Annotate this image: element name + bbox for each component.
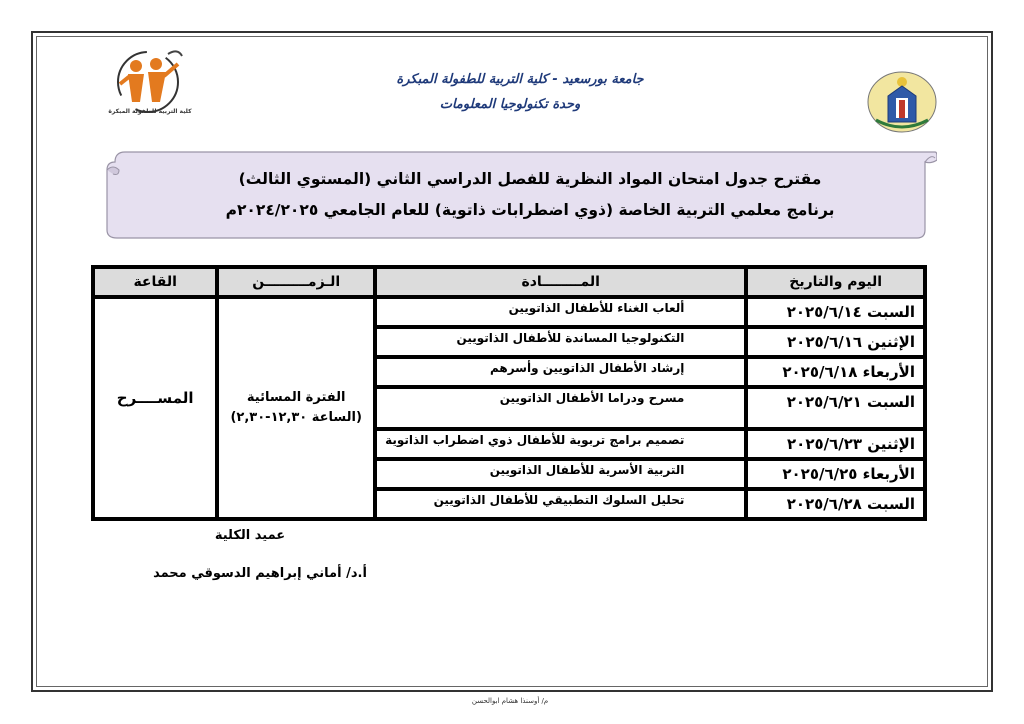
header-subject: المــــــــادة [377,269,744,295]
footer-credit: م/ أوسنذا هشام ابوالحسن [471,697,549,705]
header-hall: القاعة [95,269,215,295]
exam-time-cell [219,299,373,517]
exam-subject: إرشاد الأطفال الذاتويين وأسرهم [377,359,744,385]
it-unit-name: وحدة تكنولوجيا المعلومات [439,97,581,112]
exam-subject: التربية الأسرية للأطفال الذاتويين [377,461,744,487]
exam-subject: ألعاب الغناء للأطفال الذاتويين [377,299,744,325]
exam-day-date: الأربعاء ٢٠٢٥/٦/٢٥ [748,461,923,487]
exam-schedule-title: مقترح جدول امتحان المواد النظرية للفصل الدراسي الثاني (المستوي الثالث) [238,170,822,188]
exam-day-date: الأربعاء ٢٠٢٥/٦/١٨ [748,359,923,385]
exam-subject: مسرح ودراما الأطفال الذاتويين [377,389,744,427]
header-day-date: اليوم والتاريخ [748,269,923,295]
title-scroll-banner [105,150,937,240]
faculty-logo-caption: كلية التربية للطفولة المبكرة [108,108,192,115]
exam-day-date: السبت ٢٠٢٥/٦/١٤ [748,299,923,325]
program-subtitle: برنامج معلمي التربية الخاصة (ذوي اضطرابات ذاتوية) للعام الجامعي ٢٠٢٤/٢٠٢٥م [225,201,835,219]
exam-day-date: الإثنين ٢٠٢٥/٦/٢٣ [748,431,923,457]
exam-day-date: السبت ٢٠٢٥/٦/٢٨ [748,491,923,517]
dean-name: أ.د/ أماني إبراهيم الدسوقي محمد [153,566,367,581]
exam-schedule-table [91,265,927,521]
exam-day-date: السبت ٢٠٢٥/٦/٢١ [748,389,923,427]
exam-subject: التكنولوجيا المساندة للأطفال الذاتويين [377,329,744,355]
university-name: جامعة بورسعيد - كلية التربية للطفولة المبكرة [396,72,644,87]
exam-subject: تحليل السلوك التطبيقي للأطفال الذاتويين [377,491,744,517]
exam-hours: (الساعة ١٢,٣٠-٢,٣٠) [230,410,362,425]
dean-title: عميد الكلية [214,528,286,543]
header-time: الـزمـــــــــن [219,269,373,295]
university-emblem [866,70,938,134]
exam-subject: تصميم برامج تربوية للأطفال ذوي اضطراب الذاتوية [377,431,744,457]
table-row [95,299,923,325]
exam-hall: المســــرح [95,299,215,517]
exam-period: الفترة المسائية [246,390,346,405]
exam-day-date: الإثنين ٢٠٢٥/٦/١٦ [748,329,923,355]
table-header-row [95,269,923,295]
